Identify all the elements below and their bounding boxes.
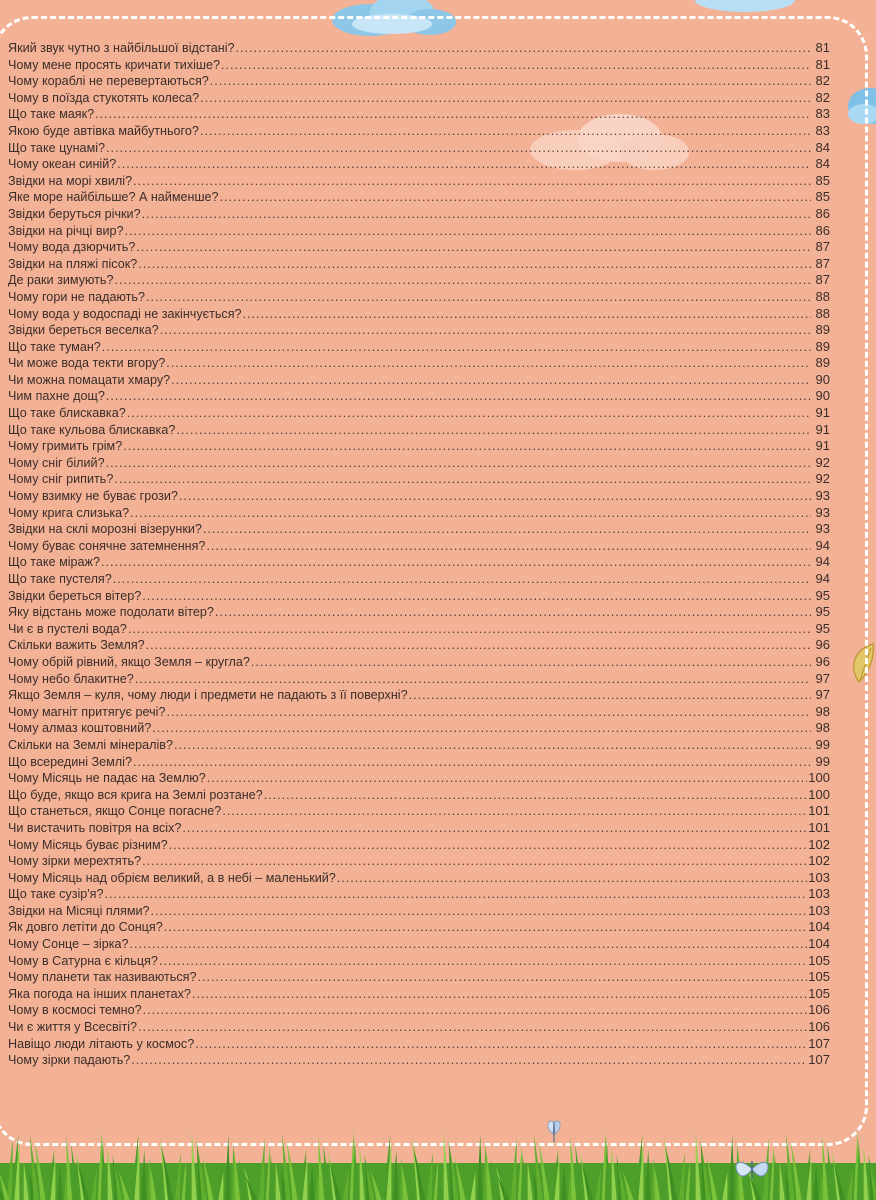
- toc-page-number: 95: [815, 604, 830, 620]
- toc-entry[interactable]: [8, 505, 830, 522]
- toc-entry[interactable]: [8, 322, 830, 339]
- toc-leader-dots: [133, 754, 811, 771]
- toc-entry[interactable]: [8, 73, 830, 90]
- toc-page-number: 105: [808, 969, 830, 985]
- toc-question: Чому гримить грім?: [8, 439, 123, 454]
- toc-question: Чому Місяць не падає на Землю?: [8, 771, 206, 786]
- toc-question: Чому магніт притягує речі?: [8, 704, 166, 719]
- toc-entry[interactable]: [8, 106, 830, 123]
- toc-entry[interactable]: [8, 538, 830, 555]
- toc-page-number: 88: [815, 305, 830, 321]
- toc-page-number: 101: [808, 819, 830, 835]
- toc-question: Що таке маяк?: [8, 107, 95, 122]
- toc-entry[interactable]: [8, 355, 830, 372]
- toc-page-number: 104: [808, 936, 830, 952]
- toc-entry[interactable]: [8, 1036, 830, 1053]
- toc-entry[interactable]: [8, 737, 830, 754]
- toc-entry[interactable]: [8, 57, 830, 74]
- toc-leader-dots: [203, 521, 811, 538]
- butterfly-icon: [545, 1118, 563, 1144]
- toc-leader-dots: [221, 57, 811, 74]
- toc-question: Чому буває сонячне затемнення?: [8, 538, 206, 553]
- toc-question: Чому Місяць буває різним?: [8, 837, 168, 852]
- toc-leader-dots: [133, 173, 811, 190]
- toc-page-number: 87: [815, 239, 830, 255]
- toc-page-number: 85: [815, 189, 830, 205]
- toc-leader-dots: [337, 870, 807, 887]
- toc-leader-dots: [113, 571, 811, 588]
- toc-entry[interactable]: [8, 919, 830, 936]
- toc-page-number: 91: [815, 421, 830, 437]
- toc-question: Що таке блискавка?: [8, 406, 126, 421]
- toc-entry[interactable]: [8, 455, 830, 472]
- toc-entry[interactable]: [8, 239, 830, 256]
- toc-question: Звідки береться вітер?: [8, 588, 142, 603]
- toc-question: Чому кораблі не перевертаються?: [8, 74, 209, 89]
- toc-page-number: 83: [815, 122, 830, 138]
- toc-leader-dots: [130, 505, 811, 522]
- toc-page-number: 95: [815, 587, 830, 603]
- toc-leader-dots: [169, 837, 808, 854]
- toc-question: Чому в космосі темно?: [8, 1003, 142, 1018]
- toc-page-number: 84: [815, 139, 830, 155]
- toc-leader-dots: [138, 1019, 807, 1036]
- toc-leader-dots: [142, 588, 811, 605]
- toc-entry[interactable]: [8, 770, 830, 787]
- toc-entry[interactable]: [8, 521, 830, 538]
- toc-question: Звідки на річці вир?: [8, 223, 124, 238]
- toc-leader-dots: [409, 687, 811, 704]
- toc-page-number: 102: [808, 836, 830, 852]
- toc-page-number: 101: [808, 803, 830, 819]
- toc-question: Що буде, якщо вся крига на Землі розтане?: [8, 787, 263, 802]
- toc-question: Чому гори не падають?: [8, 289, 145, 304]
- toc-question: Чи є життя у Всесвіті?: [8, 1020, 138, 1035]
- toc-entry[interactable]: [8, 140, 830, 157]
- toc-page-number: 100: [808, 770, 830, 786]
- toc-leader-dots: [164, 919, 808, 936]
- toc-leader-dots: [159, 953, 807, 970]
- toc-question: Чому в поїзда стукотять колеса?: [8, 90, 200, 105]
- toc-page-number: 82: [815, 73, 830, 89]
- toc-leader-dots: [176, 422, 811, 439]
- toc-entry[interactable]: [8, 953, 830, 970]
- toc-entry[interactable]: [8, 687, 830, 704]
- toc-question: Чи є в пустелі вода?: [8, 621, 127, 636]
- toc-page-number: 88: [815, 288, 830, 304]
- toc-page-number: 94: [815, 571, 830, 586]
- toc-question: Чому обрій рівний, якщо Земля – кругла?: [8, 654, 250, 669]
- toc-question: Що таке цунамі?: [8, 140, 106, 155]
- toc-question: Що таке міраж?: [8, 555, 100, 570]
- toc-question: Де раки зимують?: [8, 273, 114, 288]
- toc-question: Який звук чутно з найбільшої відстані?: [8, 41, 235, 55]
- toc-leader-dots: [174, 737, 811, 754]
- toc-leader-dots: [142, 206, 811, 223]
- toc-page-number: 107: [808, 1035, 830, 1051]
- toc-entry[interactable]: [8, 754, 830, 771]
- toc-question: Звідки беруться річки?: [8, 206, 141, 221]
- toc-entry[interactable]: [8, 588, 830, 605]
- toc-question: Чому в Сатурна є кільця?: [8, 953, 158, 968]
- toc-page-number: 86: [815, 222, 830, 238]
- toc-entry[interactable]: [8, 870, 830, 887]
- toc-entry[interactable]: [8, 969, 830, 986]
- toc-entry[interactable]: [8, 936, 830, 953]
- toc-page-number: 95: [815, 620, 830, 636]
- toc-question: Чому Місяць над обрієм великий, а в небі – маленький?: [8, 870, 336, 885]
- toc-entry[interactable]: [8, 438, 830, 455]
- toc-leader-dots: [131, 1052, 807, 1069]
- toc-leader-dots: [236, 40, 811, 57]
- toc-page-number: 103: [808, 869, 830, 885]
- toc-question: Чому небо блакитне?: [8, 671, 134, 686]
- toc-leader-dots: [200, 90, 811, 107]
- toc-leader-dots: [143, 1002, 808, 1019]
- toc-entry[interactable]: [8, 289, 830, 306]
- toc-entry[interactable]: [8, 1052, 830, 1069]
- toc-question: Яку відстань може подолати вітер?: [8, 605, 214, 620]
- toc-entry[interactable]: [8, 986, 830, 1003]
- toc-leader-dots: [206, 538, 811, 555]
- toc-entry[interactable]: [8, 621, 830, 638]
- toc-leader-dots: [106, 455, 811, 472]
- toc-page-number: 91: [815, 438, 830, 454]
- toc-question: Якщо Земля – куля, чому люди і предмети не падають з її поверхні?: [8, 688, 408, 703]
- toc-entry[interactable]: [8, 671, 830, 688]
- toc-question: Чи можна помацати хмару?: [8, 372, 171, 387]
- toc-leader-dots: [146, 637, 811, 654]
- toc-question: Звідки на морі хвилі?: [8, 173, 133, 188]
- toc-leader-dots: [195, 1036, 807, 1053]
- toc-entry[interactable]: [8, 405, 830, 422]
- toc-leader-dots: [166, 704, 811, 721]
- toc-page-number: 85: [815, 172, 830, 188]
- toc-question: Що таке сузір'я?: [8, 887, 104, 902]
- toc-entry[interactable]: [8, 90, 830, 107]
- toc-entry[interactable]: [8, 571, 830, 588]
- toc-entry[interactable]: [8, 837, 830, 854]
- toc-leader-dots: [123, 438, 811, 455]
- toc-entry[interactable]: [8, 886, 830, 903]
- toc-leader-dots: [220, 189, 811, 206]
- toc-leader-dots: [130, 936, 808, 953]
- toc-question: Звідки на Місяці плями?: [8, 903, 150, 918]
- toc-question: Звідки на пляжі пісок?: [8, 256, 138, 271]
- toc-page-number: 87: [815, 272, 830, 288]
- toc-leader-dots: [127, 405, 811, 422]
- toc-page-number: 92: [815, 454, 830, 470]
- toc-entry[interactable]: [8, 1019, 830, 1036]
- toc-entry[interactable]: [8, 720, 830, 737]
- toc-page-number: 103: [808, 902, 830, 918]
- toc-leader-dots: [243, 306, 811, 323]
- toc-question: Яка погода на інших планетах?: [8, 986, 191, 1001]
- toc-page-number: 99: [815, 736, 830, 752]
- toc-leader-dots: [179, 488, 811, 505]
- toc-question: Навіщо люди літають у космос?: [8, 1036, 195, 1051]
- toc-leader-dots: [200, 123, 811, 140]
- toc-page-number: 96: [815, 637, 830, 653]
- toc-page-number: 93: [815, 504, 830, 520]
- cloud-icon: [690, 0, 800, 14]
- toc-question: Чим пахне дощ?: [8, 389, 105, 404]
- toc-page-number: 99: [815, 753, 830, 769]
- toc-entry[interactable]: [8, 853, 830, 870]
- toc-question: Чому взимку не буває грози?: [8, 489, 178, 504]
- toc-question: Чому сніг білий?: [8, 455, 105, 470]
- toc-page-number: 84: [815, 156, 830, 172]
- toc-entry[interactable]: [8, 40, 830, 57]
- toc-entry[interactable]: [8, 256, 830, 273]
- toc-entry[interactable]: [8, 803, 830, 820]
- toc-entry[interactable]: [8, 272, 830, 289]
- toc-leader-dots: [101, 554, 811, 571]
- toc-entry[interactable]: [8, 820, 830, 837]
- toc-entry[interactable]: [8, 787, 830, 804]
- toc-page-number: 89: [815, 355, 830, 371]
- toc-leader-dots: [207, 770, 808, 787]
- toc-page-number: 94: [815, 537, 830, 553]
- toc-page-number: 82: [815, 89, 830, 105]
- toc-page-number: 93: [815, 521, 830, 537]
- toc-question: Що всередині Землі?: [8, 754, 132, 769]
- toc-entry[interactable]: [8, 422, 830, 439]
- toc-page-number: 98: [815, 703, 830, 719]
- toc-question: Звідки береться веселка?: [8, 323, 159, 338]
- toc-leader-dots: [152, 720, 811, 737]
- toc-page-number: 100: [808, 786, 830, 802]
- toc-entry[interactable]: [8, 189, 830, 206]
- toc-entry[interactable]: [8, 1002, 830, 1019]
- toc-page-number: 106: [808, 1002, 830, 1018]
- toc-page-number: 94: [815, 554, 830, 570]
- toc-question: Чому алмаз коштовний?: [8, 721, 152, 736]
- toc-leader-dots: [136, 239, 811, 256]
- toc-page-number: 90: [815, 371, 830, 387]
- toc-page-number: 89: [815, 338, 830, 354]
- toc-leader-dots: [114, 471, 811, 488]
- toc-entry[interactable]: [8, 206, 830, 223]
- toc-leader-dots: [215, 604, 811, 621]
- toc-question: Що таке пустеля?: [8, 572, 112, 586]
- toc-question: Чому вода у водоспаді не закінчується?: [8, 306, 242, 321]
- toc-question: Чому Сонце – зірка?: [8, 937, 129, 952]
- table-of-contents: [8, 40, 830, 1069]
- toc-page-number: 91: [815, 405, 830, 421]
- toc-entry[interactable]: [8, 654, 830, 671]
- toc-entry[interactable]: [8, 488, 830, 505]
- toc-leader-dots: [106, 388, 811, 405]
- toc-question: Що таке туман?: [8, 339, 101, 354]
- toc-entry[interactable]: [8, 223, 830, 240]
- toc-leader-dots: [135, 671, 811, 688]
- toc-page-number: 90: [815, 388, 830, 404]
- toc-leader-dots: [171, 372, 811, 389]
- toc-page-number: 96: [815, 653, 830, 669]
- toc-question: Що таке кульова блискавка?: [8, 422, 176, 437]
- toc-entry[interactable]: [8, 637, 830, 654]
- toc-question: Скільки важить Земля?: [8, 638, 145, 653]
- toc-page-number: 92: [815, 471, 830, 487]
- toc-entry[interactable]: [8, 306, 830, 323]
- toc-entry[interactable]: [8, 388, 830, 405]
- toc-question: Чи може вода текти вгору?: [8, 356, 166, 371]
- toc-page-number: 97: [815, 670, 830, 686]
- toc-entry[interactable]: [8, 156, 830, 173]
- toc-entry[interactable]: [8, 173, 830, 190]
- toc-entry[interactable]: [8, 554, 830, 571]
- toc-page-number: 106: [808, 1019, 830, 1035]
- toc-leader-dots: [222, 803, 807, 820]
- toc-question: Чому вода дзюрчить?: [8, 240, 136, 255]
- toc-page-number: 86: [815, 205, 830, 221]
- toc-entry[interactable]: [8, 471, 830, 488]
- toc-leader-dots: [264, 787, 808, 804]
- toc-entry[interactable]: [8, 372, 830, 389]
- toc-leader-dots: [182, 820, 807, 837]
- toc-leader-dots: [105, 886, 808, 903]
- toc-leader-dots: [160, 322, 811, 339]
- toc-page-number: 81: [815, 40, 830, 55]
- toc-question: Скільки на Землі мінералів?: [8, 737, 173, 752]
- toc-leader-dots: [128, 621, 811, 638]
- toc-leader-dots: [251, 654, 811, 671]
- toc-entry[interactable]: [8, 903, 830, 920]
- toc-question: Чому крига слизька?: [8, 505, 130, 520]
- toc-question: Якою буде автівка майбутнього?: [8, 123, 199, 138]
- toc-page-number: 105: [808, 952, 830, 968]
- toc-question: Чому зірки падають?: [8, 1053, 131, 1068]
- toc-leader-dots: [151, 903, 808, 920]
- toc-question: Звідки на склі морозні візерунки?: [8, 522, 202, 537]
- toc-question: Чому сніг рипить?: [8, 472, 114, 487]
- toc-entry[interactable]: [8, 604, 830, 621]
- toc-question: Чи вистачить повітря на всіх?: [8, 820, 182, 835]
- toc-leader-dots: [117, 156, 811, 173]
- toc-page-number: 87: [815, 255, 830, 271]
- toc-page-number: 104: [808, 919, 830, 935]
- toc-page-number: 107: [808, 1052, 830, 1068]
- toc-question: Чому океан синій?: [8, 157, 117, 172]
- butterfly-icon: [732, 1155, 772, 1183]
- toc-leader-dots: [210, 73, 811, 90]
- toc-leader-dots: [146, 289, 811, 306]
- toc-page-number: 98: [815, 720, 830, 736]
- toc-leader-dots: [197, 969, 807, 986]
- toc-page-number: 103: [808, 886, 830, 902]
- toc-leader-dots: [115, 272, 812, 289]
- toc-question: Що станеться, якщо Сонце погасне?: [8, 804, 222, 819]
- toc-page-number: 89: [815, 322, 830, 338]
- toc-leader-dots: [125, 223, 811, 240]
- toc-entry[interactable]: [8, 704, 830, 721]
- toc-page-number: 97: [815, 687, 830, 703]
- toc-leader-dots: [166, 355, 811, 372]
- toc-entry[interactable]: [8, 339, 830, 356]
- toc-question: Чому планети так називаються?: [8, 970, 197, 985]
- toc-question: Як довго летіти до Сонця?: [8, 920, 163, 935]
- toc-page-number: 105: [808, 985, 830, 1001]
- toc-page-number: 93: [815, 488, 830, 504]
- toc-question: Яке море найбільше? А найменше?: [8, 190, 219, 205]
- toc-leader-dots: [102, 339, 811, 356]
- toc-page-number: 83: [815, 106, 830, 122]
- toc-question: Чому зірки мерехтять?: [8, 854, 142, 869]
- toc-page-number: 81: [815, 56, 830, 72]
- toc-leader-dots: [192, 986, 807, 1003]
- toc-question: Чому мене просять кричати тихіше?: [8, 57, 221, 72]
- toc-leader-dots: [106, 140, 811, 157]
- toc-page-number: 102: [808, 853, 830, 869]
- toc-leader-dots: [95, 106, 811, 123]
- toc-leader-dots: [142, 853, 807, 870]
- toc-entry[interactable]: [8, 123, 830, 140]
- toc-leader-dots: [138, 256, 811, 273]
